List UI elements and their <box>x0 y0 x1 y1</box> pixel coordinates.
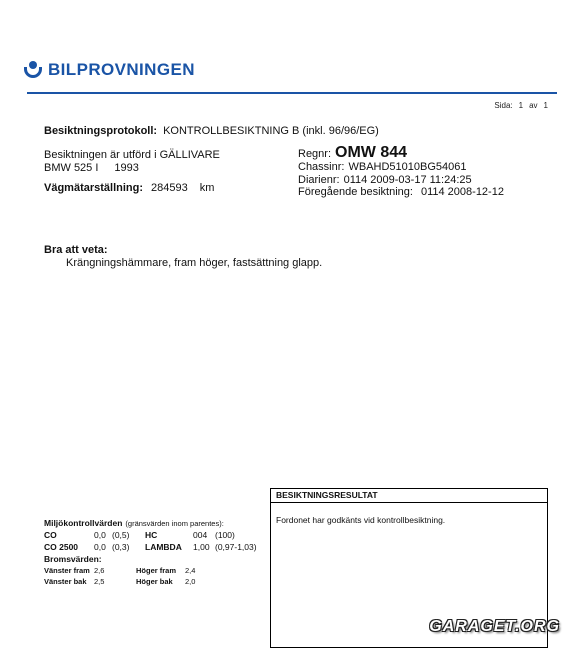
brake-right-front-value: 2,4 <box>185 566 196 575</box>
odometer-value: 284593 <box>151 182 188 194</box>
previous-inspection-line <box>298 186 504 198</box>
regnr-line <box>298 144 407 162</box>
diarie-value: 0114 2009-03-17 11:24:25 <box>343 174 472 186</box>
bilprovningen-logo <box>24 59 195 81</box>
emissions-title-text: Miljökontrollvärden <box>44 518 123 528</box>
logo-mark-icon <box>24 61 42 79</box>
result-title: BESIKTNINGSRESULTAT <box>271 489 547 503</box>
emissions-note: (gränsvärden inom parentes): <box>125 519 224 528</box>
brake-left-rear-value: 2,5 <box>94 577 105 586</box>
previous-inspection-label: Föregående besiktning: <box>298 186 413 198</box>
regnr-label: Regnr: <box>298 148 332 160</box>
protocol-label: Besiktningsprotokoll: <box>44 125 158 137</box>
page-label: Sida: <box>494 101 513 110</box>
chassis-line <box>298 161 466 173</box>
brake-left-front-label: Vänster fram <box>44 566 90 575</box>
inspection-place: Besiktningen är utförd i GÄLLIVARE <box>44 149 220 161</box>
odometer-unit: km <box>199 182 215 194</box>
co-label: CO <box>44 530 57 540</box>
hc-label: HC <box>145 530 158 540</box>
brake-left-front-value: 2,6 <box>94 566 105 575</box>
co2500-label: CO 2500 <box>44 542 79 552</box>
vehicle-year: 1993 <box>114 162 139 174</box>
co2500-limit: (0,3) <box>112 542 130 552</box>
chassis-label: Chassinr: <box>298 161 345 173</box>
lambda-value: 1,00 <box>193 542 210 552</box>
chassis-value: WBAHD51010BG54061 <box>348 161 467 173</box>
brake-left-rear-label: Vänster bak <box>44 577 87 586</box>
odometer-line <box>44 182 214 194</box>
odometer-label: Vägmätarställning: <box>44 182 144 194</box>
page-of: av <box>529 101 538 110</box>
lambda-limit: (0,97-1,03) <box>215 542 257 552</box>
brake-right-front-label: Höger fram <box>136 566 177 575</box>
previous-inspection-value: 0114 2008-12-12 <box>420 186 504 198</box>
result-text: Fordonet har godkänts vid kontrollbesiktning. <box>276 515 446 525</box>
page-total: 1 <box>543 101 548 110</box>
vehicle-model-line <box>44 162 139 174</box>
logo-text: BILPROVNINGEN <box>48 60 195 79</box>
brake-right-rear-value: 2,0 <box>185 577 196 586</box>
page-current: 1 <box>518 101 524 110</box>
info-text: Krängningshämmare, fram höger, fastsättning glapp. <box>66 257 323 269</box>
header-divider <box>27 92 557 94</box>
emissions-title <box>44 518 224 528</box>
diarie-label: Diarienr: <box>298 174 340 186</box>
protocol-value: KONTROLLBESIKTNING B (inkl. 96/96/EG) <box>163 125 379 137</box>
hc-value: 004 <box>193 530 208 540</box>
page-number <box>488 101 548 110</box>
protocol-line <box>44 125 379 137</box>
brakes-title: Bromsvärden: <box>44 554 102 564</box>
lambda-label: LAMBDA <box>145 542 182 552</box>
info-title: Bra att veta: <box>44 244 108 256</box>
co-value: 0,0 <box>94 530 106 540</box>
co-limit: (0,5) <box>112 530 130 540</box>
vehicle-model: BMW 525 I <box>44 162 99 174</box>
regnr-value: OMW 844 <box>335 144 408 161</box>
co2500-value: 0,0 <box>94 542 106 552</box>
brake-right-rear-label: Höger bak <box>136 577 173 586</box>
hc-limit: (100) <box>215 530 235 540</box>
watermark-logo: GARAGET.ORG <box>429 618 560 635</box>
diarie-line <box>298 174 472 186</box>
